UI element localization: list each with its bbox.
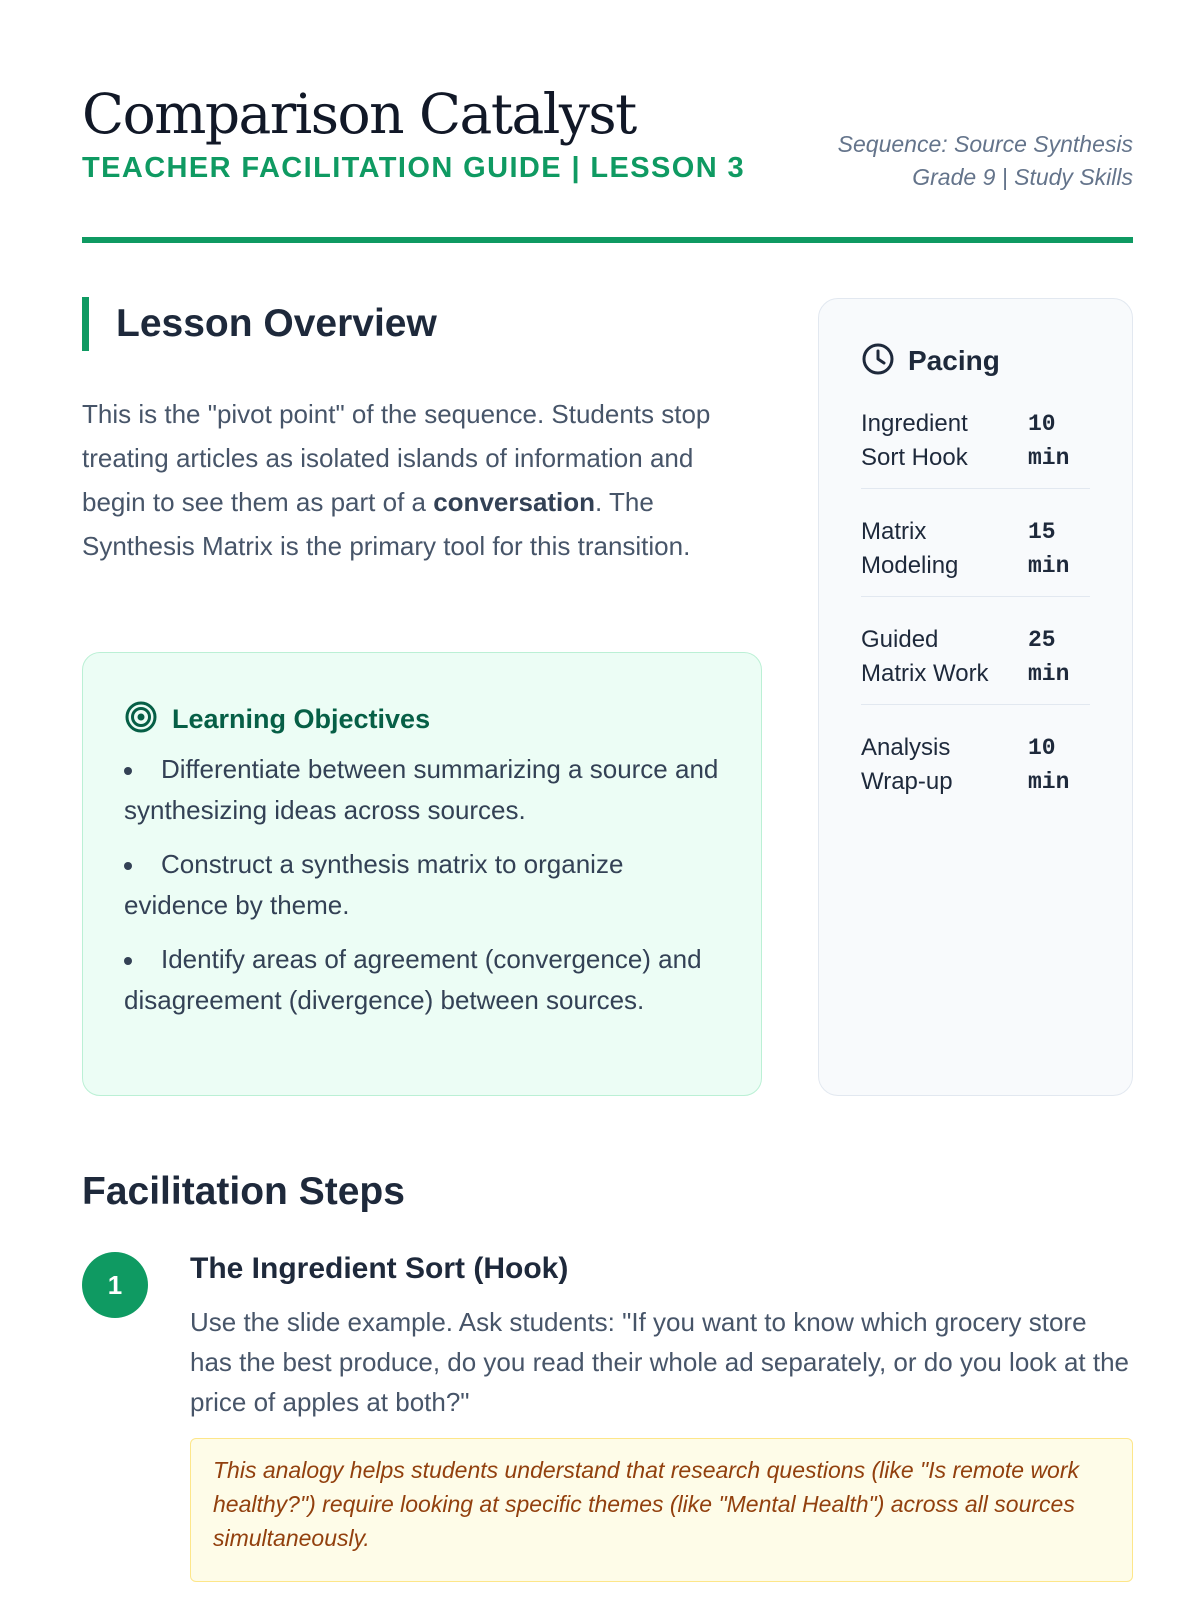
step-number-badge: 1 bbox=[82, 1252, 148, 1318]
clock-icon bbox=[861, 342, 895, 380]
overview-heading: Lesson Overview bbox=[82, 297, 437, 351]
pacing-row bbox=[861, 727, 1090, 813]
overview-emphasis: conversation bbox=[433, 487, 596, 517]
pacing-row bbox=[861, 403, 1090, 489]
pacing-duration: 15 min bbox=[1028, 519, 1070, 579]
overview-text bbox=[82, 392, 762, 568]
objectives-header bbox=[124, 699, 721, 739]
pacing-duration: 25 min bbox=[1028, 627, 1070, 687]
sequence-label: Sequence: Source Synthesis bbox=[837, 131, 1133, 157]
step-description: Use the slide example. Ask students: "If you want to know which grocery store has the best produce, do you read their whole ad separately, or do you look at the price of apples at both?" bbox=[190, 1307, 1130, 1417]
objective-item: Differentiate between summarizing a source and synthesizing ideas across sources. bbox=[124, 749, 721, 831]
objective-item: Construct a synthesis matrix to organize evidence by theme. bbox=[124, 844, 721, 926]
pacing-duration: 10 min bbox=[1028, 411, 1070, 471]
facilitation-steps-heading: Facilitation Steps bbox=[82, 1170, 405, 1213]
pacing-activity: Guided Matrix Work bbox=[861, 626, 989, 687]
pacing-activity: Ingredient Sort Hook bbox=[861, 410, 968, 471]
overview-text-part: This is the "pivot point" of the sequence. Students stop treating articles as isolated islands of information and begin to see them as part of a bbox=[82, 399, 711, 517]
page-subtitle: TEACHER FACILITATION GUIDE | LESSON 3 bbox=[82, 152, 746, 184]
page-title: Comparison Catalyst bbox=[82, 82, 636, 146]
pacing-header bbox=[861, 341, 1090, 381]
target-icon bbox=[124, 700, 158, 738]
pacing-title: Pacing bbox=[908, 345, 1000, 376]
pacing-activity: Analysis Wrap-up bbox=[861, 734, 953, 795]
pacing-row bbox=[861, 619, 1090, 705]
learning-objectives-box bbox=[82, 652, 762, 1096]
step-title: The Ingredient Sort (Hook) bbox=[190, 1252, 569, 1285]
grade-label: Grade 9 | Study Skills bbox=[912, 164, 1133, 190]
pacing-card bbox=[818, 298, 1133, 1096]
lesson-meta bbox=[838, 128, 1133, 194]
step-teacher-note: This analogy helps students understand that research questions (like "Is remote work healthy?") require looking at specific themes (like "Mental Health") across all sources simultaneously. bbox=[190, 1438, 1133, 1582]
pacing-activity: Matrix Modeling bbox=[861, 518, 959, 579]
overview-text-part: . The Synthesis Matrix is the primary tool for this transition. bbox=[82, 487, 691, 561]
objectives-list bbox=[124, 749, 721, 1021]
objective-item: Identify areas of agreement (convergence) and disagreement (divergence) between sources. bbox=[124, 939, 721, 1021]
objectives-title: Learning Objectives bbox=[172, 703, 431, 734]
pacing-duration: 10 min bbox=[1028, 735, 1070, 795]
pacing-row bbox=[861, 511, 1090, 597]
header-divider bbox=[82, 237, 1133, 243]
